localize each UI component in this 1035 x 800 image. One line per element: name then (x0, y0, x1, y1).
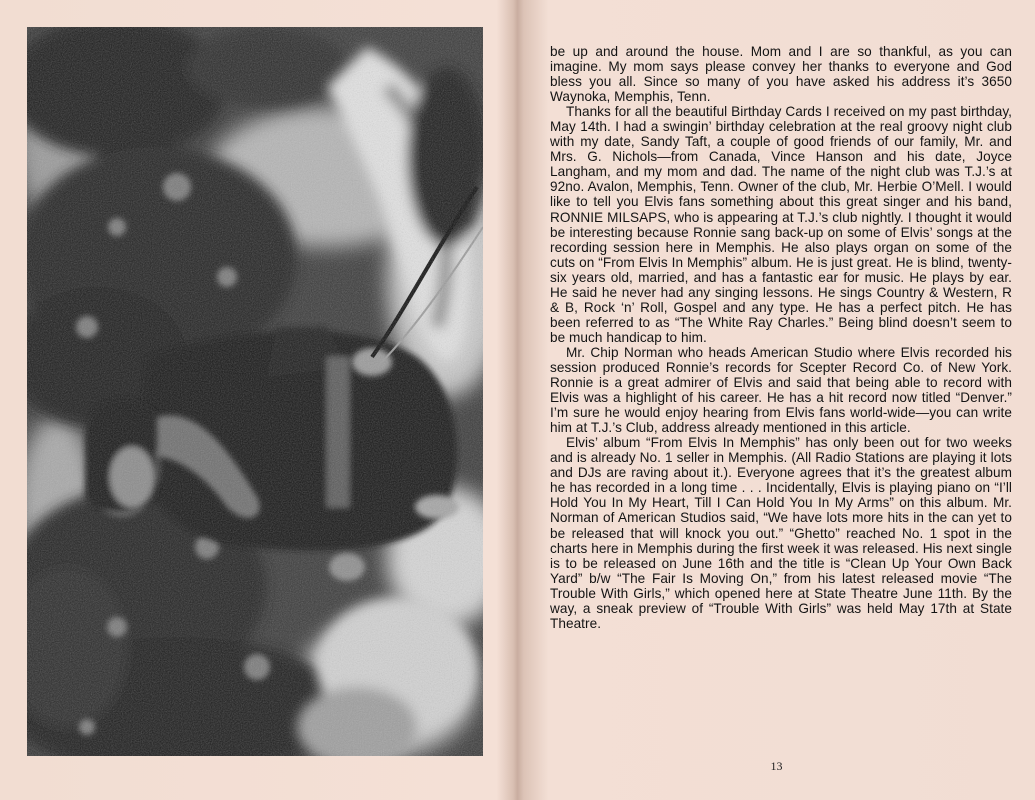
page-number: 13 (770, 759, 783, 773)
article-paragraph: Mr. Chip Norman who heads American Studio where Elvis recorded his session produced Ronnie’s records for Scepter Record Co. of New York. Ronnie is a great admirer of Elvis and said that being able to record with Elvis was a highlight of his career. He has a hit record now titled “Denver.” I’m sure he would enjoy hearing from Elvis fans world-wide—you can write him at T.J.’s Club, address already mentioned in this article. (550, 344, 1012, 436)
left-page (0, 0, 515, 800)
article-text (550, 44, 1012, 631)
right-page (518, 0, 1035, 800)
article-paragraph: Elvis’ album “From Elvis In Memphis” has only been out for two weeks and is already No. 1 seller in Memphis. (All Radio Stations are playing it lots and DJs are raving about it.). Everyone agrees that it’s the greatest album he has recorded in a long time . . . Incidentally, Elvis is playing piano on “I’ll Hold You In My Heart, Till I Can Hold You In My Arms” on this album. Mr. Norman of American Studios said, “We have lots more hits in the can yet to be released that will knock you out.” “Ghetto” reached No. 1 spot in the charts here in Memphis during the first week it was released. His next single is to be released on June 16th and the title is “Clean Up Your Own Back Yard” b/w “The Fair Is Moving On,” from his latest released movie “The Trouble With Girls,” which opened here at State Theatre June 11th. By the way, a sneak preview of “Trouble With Girls” was held May 17th at State Theatre. (550, 435, 1012, 631)
article-paragraph: Thanks for all the beautiful Birthday Cards I received on my past birthday, May 14th. I had a swingin’ birthday celebration at the real groovy night club with my date, Sandy Taft, a couple of good friends of our family, Mr. and Mrs. G. Nichols—from Canada, Vince Hanson and his date, Joyce Langham, and my mom and dad. The name of the night club was T.J.’s at 92no. Avalon, Memphis, Tenn. Owner of the club, Mr. Herbie O’Mell. I would like to tell you Elvis fans something about this great singer and his band, RONNIE MILSAPS, who is appearing at T.J.’s club nightly. I thought it would be interesting because Ronnie sang back-up on some of Elvis’ songs at the recording session here in Memphis. He also plays organ on some of the cuts on “From Elvis In Memphis” album. He is just great. He is blind, twenty-six years old, married, and has a fantastic ear for music. He plays by ear. He said he never had any singing lessons. He sings Country & Western, R & B, Rock ‘n’ Roll, Gospel and any type. He has a perfect pitch. He has been referred to as “The White Ray Charles.” Being blind doesn’t seem to be much handicap to him. (550, 104, 1012, 345)
photograph-icon (27, 27, 483, 756)
article-paragraph: be up and around the house. Mom and I are so thankful, as you can imagine. My mom says please convey her thanks to everyone and God bless you all. Since so many of you have asked his address it’s 3650 Waynoka, Memphis, Tenn. (550, 44, 1012, 105)
